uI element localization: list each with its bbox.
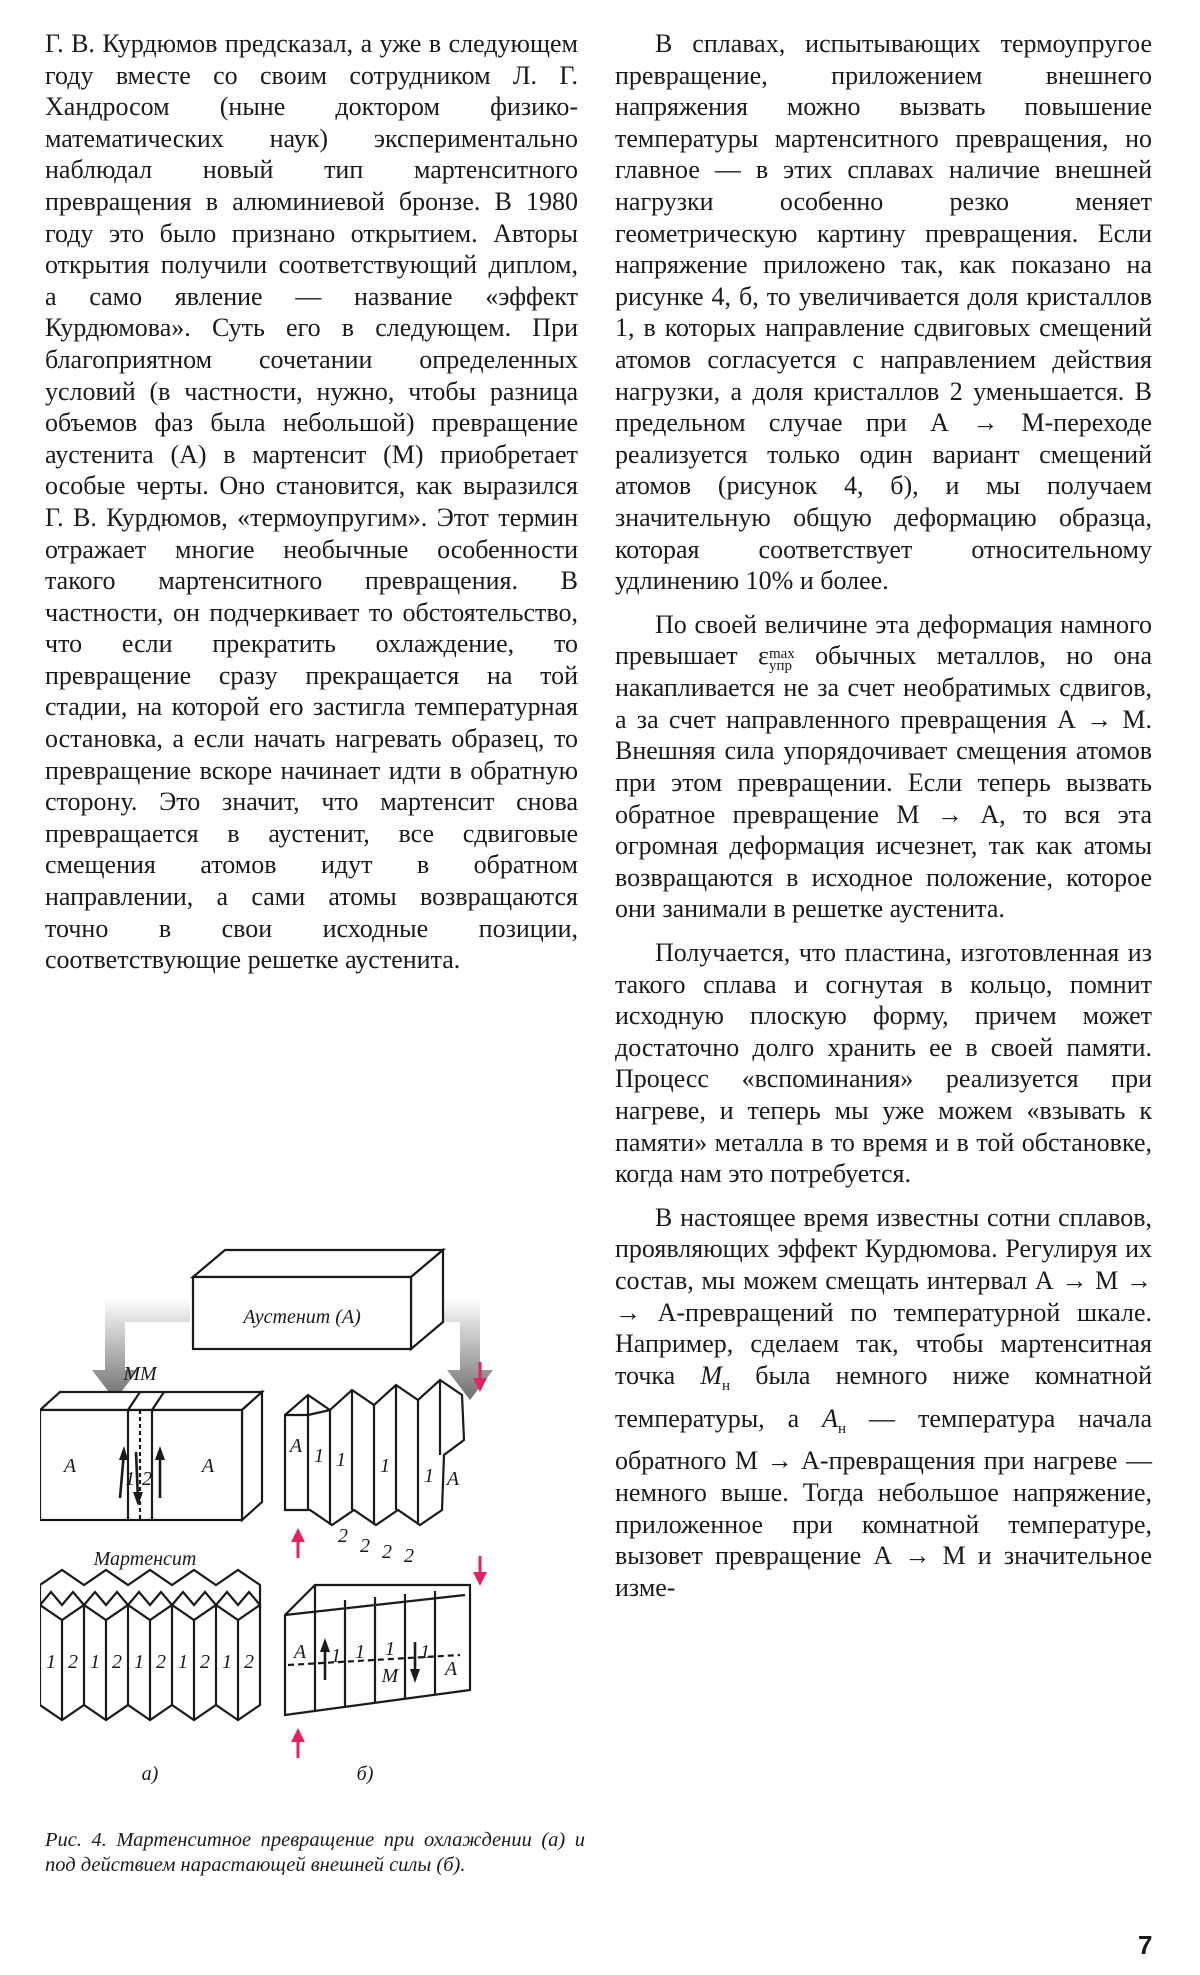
zigzag-label: 1 bbox=[178, 1651, 188, 1673]
paragraph: В сплавах, испытывающих термоупругое превращение, приложением внешнего напряжения можно вызвать повышение температуры мартенситного превращения, но главное — в этих сплавах наличие внешней нагрузки особенно резко меняет геометрическую картину превращения. Если напряжение приложено так, как показано на рисунке 4, б, то увеличивается доля кристаллов 1, в которых направление сдвиговых смещений атомов согласуется с направлением действия нагрузки, а доля кристаллов 2 уменьшается. В предельном случае при А → М-переходе реализуется только один вариант смещений атомов (рисунок 4, б), и мы получаем значительную общую деформацию образца, которая соответствует относительному удлинению 10% и более. bbox=[615, 29, 1152, 596]
label-a: А bbox=[201, 1455, 215, 1477]
label-2: 2 bbox=[382, 1541, 392, 1563]
panel-a-label: а) bbox=[141, 1763, 159, 1785]
zigzag-label: 1 bbox=[90, 1651, 100, 1673]
text-fragment: В настоящее время известны сотни сплавов, проявляющих эффект Курдюмова. Регулируя их состав, мы можем смещать интервал А → М → → А-превращений по температурной шкале. Например, сделаем так, чтобы мартенситная точка bbox=[615, 1202, 1152, 1390]
label-a: А bbox=[444, 1658, 458, 1680]
zigzag-label: 2 bbox=[200, 1651, 210, 1673]
label-a: А bbox=[446, 1468, 460, 1490]
paragraph bbox=[615, 609, 1152, 925]
text-fragment: была немного ниже комнатной температуры, а bbox=[615, 1360, 1153, 1433]
zigzag-label: 2 bbox=[244, 1651, 254, 1673]
mm-label: ММ bbox=[123, 1363, 157, 1385]
label-1: 1 bbox=[355, 1641, 365, 1663]
deformed-block bbox=[285, 1585, 470, 1715]
superscript: max bbox=[768, 646, 795, 663]
subscript: упр bbox=[768, 658, 792, 675]
subscript: н bbox=[722, 1377, 731, 1394]
label-1: 1 bbox=[125, 1468, 135, 1490]
label-2: 2 bbox=[404, 1545, 414, 1567]
figure-illustration bbox=[40, 1240, 590, 1810]
label-1: 1 bbox=[424, 1465, 434, 1487]
martensite-label: Мартенсит bbox=[93, 1548, 197, 1570]
label-a: А bbox=[63, 1455, 77, 1477]
page-number: 7 bbox=[1138, 1930, 1153, 1960]
zigzag-label: 2 bbox=[68, 1651, 78, 1673]
label-1: 1 bbox=[314, 1445, 324, 1467]
martensite-zigzag bbox=[40, 1570, 260, 1720]
paragraph: Г. В. Курдюмов предсказал, а уже в следующем году вместе со своим сотрудником Л. Г. Хандросом (ныне доктором физико-математических наук) экспериментально наблюдал новый тип мартенситного превращения в алюминиевой бронзе. В 1980 году это было признано открытием. Авторы открытия получили соответствующий диплом, а само явление — название «эффект Курдюмова». Суть его в следующем. При благоприятном сочетании определенных условий (в частности, нужно, чтобы разница объемов фаз была небольшой) превращение аустенита (А) в мартенсит (М) приобретает особые черты. Оно становится, как выразился Г. В. Курдюмов, «термоупругим». Этот термин отражает многие необычные особенности такого мартенситного превращения. В частности, он подчеркивает то обстоятельство, что если прекратить охлаждение, то превращение сразу прекращается на той стадии, на которой его застигла температурная остановка, а если начать нагревать образец, то превращение вскоре начинает идти в обратную сторону. Это значит, что мартенсит снова превращается в аустенит, все сдвиговые смещения атомов идут в обратном направлении, а сами атомы возвращаются точно в свои исходные позиции, соответствующие решетке аустенита. bbox=[45, 29, 578, 975]
label-a: А bbox=[289, 1435, 303, 1457]
zigzag-label: 2 bbox=[156, 1651, 166, 1673]
left-column bbox=[45, 28, 578, 988]
symbol-mn: М bbox=[700, 1360, 723, 1390]
zigzag-label: 1 bbox=[222, 1651, 232, 1673]
symbol-an: А bbox=[822, 1403, 839, 1433]
subscript: н bbox=[838, 1420, 847, 1437]
paragraph bbox=[615, 1202, 1152, 1604]
zigzag-label: 1 bbox=[134, 1651, 144, 1673]
label-2: 2 bbox=[360, 1535, 370, 1557]
label-2: 2 bbox=[338, 1525, 348, 1547]
label-m: М bbox=[381, 1665, 399, 1687]
label-1: 1 bbox=[336, 1449, 346, 1471]
label-a: А bbox=[293, 1641, 307, 1663]
zigzag-label: 2 bbox=[112, 1651, 122, 1673]
paragraph: Получается, что пластина, изготовленная из такого сплава и согнутая в кольцо, помнит исходную плоскую форму, причем может достаточно долго хранить ее в своей памяти. Процесс «вспоминания» реализуется при нагреве, и теперь мы уже можем «взывать к памяти» металла в то время и в той обстановке, когда нам это потребуется. bbox=[615, 938, 1152, 1189]
right-column bbox=[615, 28, 1152, 1615]
label-1: 1 bbox=[420, 1641, 430, 1663]
label-1: 1 bbox=[331, 1645, 341, 1667]
text-fragment: По своей величине эта деформация намного превышает ε bbox=[615, 609, 1152, 671]
figure-caption: Рис. 4. Мартенситное превращение при охлаждении (а) и под действием нарастающей внешней силы (б). bbox=[45, 1829, 585, 1876]
stepped-block bbox=[285, 1380, 464, 1525]
label-1: 1 bbox=[385, 1638, 395, 1660]
label-1: 1 bbox=[380, 1455, 390, 1477]
text-fragment: — температура начала обратного М → А-превращения при нагреве — немного выше. Тогда небольшое напряжение, приложенное при комнатной температуре, вызовет превращение А → М и значительное изме- bbox=[615, 1403, 1152, 1602]
austenite-box bbox=[193, 1250, 443, 1349]
label-2: 2 bbox=[142, 1468, 152, 1490]
austenite-label: Аустенит (А) bbox=[243, 1306, 361, 1328]
panel-b-label: б) bbox=[356, 1763, 374, 1785]
text-fragment: обычных металлов, но она накапливается не за счет необратимых сдвигов, а за счет направленного превращения А → М. Внешняя сила упорядочивает смещения атомов при этом превращении. Если теперь вызвать обратное превращение М → А, то вся эта огромная деформация исчезнет, так как атомы возвращаются в исходное положение, которое они занимали в решетке аустенита. bbox=[615, 641, 1152, 924]
zigzag-label: 1 bbox=[46, 1651, 56, 1673]
figure-4 bbox=[40, 1240, 590, 1810]
